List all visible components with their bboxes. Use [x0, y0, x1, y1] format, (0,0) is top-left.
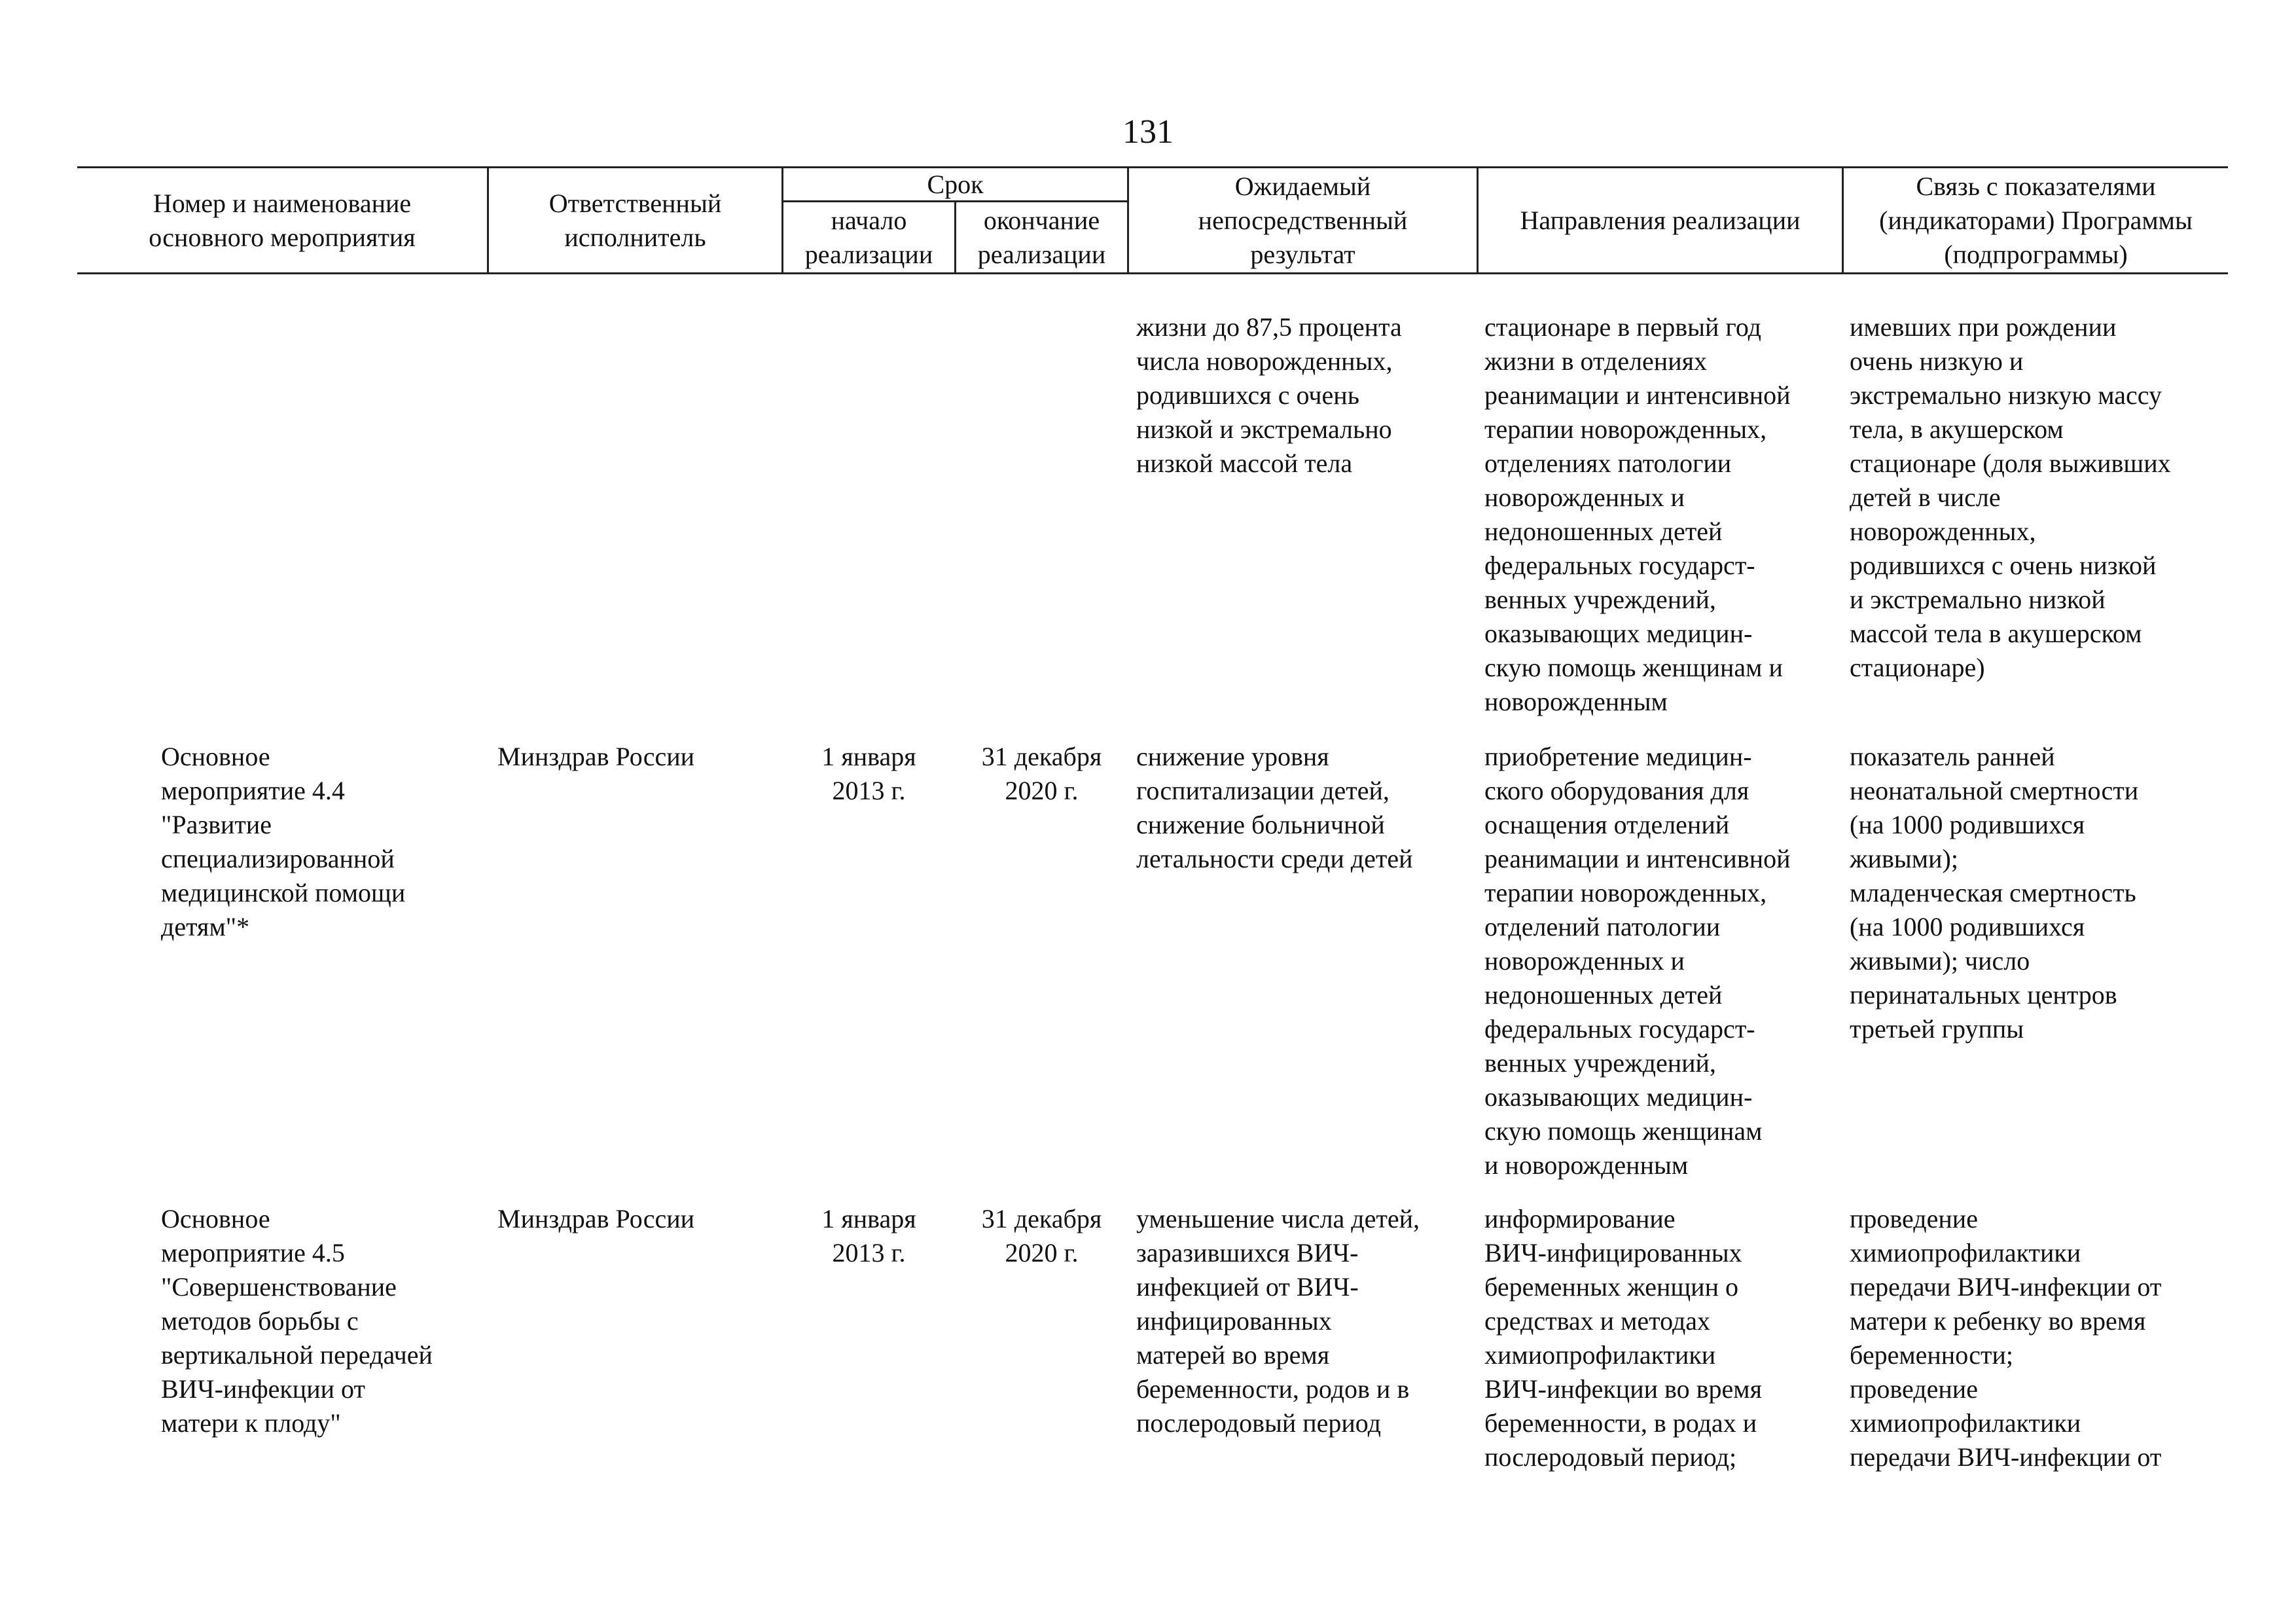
row-1-result: жизни до 87,5 процента числа новорожденных, родившихся с очень низкой и экстремально низкой массой тела: [1136, 312, 1402, 478]
header-srok: Срок: [927, 169, 984, 199]
header-expected-result: Ожидаемый непосредственный результат: [1198, 171, 1408, 269]
row-2-result: снижение уровня госпитализации детей, снижение больничной летальности среди детей: [1136, 742, 1413, 873]
header-directions: Направления реализации: [1520, 205, 1801, 235]
row-1-indicators: имевших при рождении очень низкую и экстремально низкую массу тела, в акушерском стационаре (доля выживших детей в числе новорожденных, родившихся с очень низкой и экстремально низкой массой тела в акушерском стационаре): [1850, 312, 2171, 682]
header-main-activity: Номер и наименование основного мероприятия: [149, 188, 416, 252]
row-2-activity-name: Основное мероприятие 4.4 "Развитие специализированной медицинской помощи детям"*: [161, 742, 406, 941]
row-3-indicators: проведение химиопрофилактики передачи ВИЧ-инфекции от матери к ребенку во время беременности; проведение химиопрофилактики передачи ВИЧ-инфекции от: [1850, 1204, 2162, 1472]
header-start: начало реализации: [804, 205, 933, 269]
row-3-directions: информирование ВИЧ-инфицированных беременных женщин о средствах и методах химиопрофилактики ВИЧ-инфекции во время беременности, в родах и послеродовый период;: [1484, 1204, 1762, 1472]
row-3-end: 31 декабря 2020 г.: [981, 1204, 1102, 1267]
row-1-directions: стационаре в первый год жизни в отделениях реанимации и интенсивной терапии новорожденных, отделениях патологии новорожденных и недоношенных детей федеральных государст- венных учреждений, оказывающих медицин- скую помощь женщинам и новорожденным: [1484, 312, 1791, 716]
header-executor: Ответственный исполнитель: [548, 188, 722, 252]
page-number: 131: [1122, 113, 1174, 151]
row-3-result: уменьшение числа детей, заразившихся ВИЧ- инфекцией от ВИЧ- инфицированных матерей во время беременности, родов и в послеродовый период: [1136, 1204, 1420, 1438]
row-2-directions: приобретение медицин- ского оборудования для оснащения отделений реанимации и интенсивной терапии новорожденных, отделений патологии новорожденных и недоношенных детей федеральных государст- венных учреждений, оказывающих медицин- скую помощь женщинам и новорожденным: [1484, 742, 1791, 1180]
row-2-start: 1 января 2013 г.: [821, 742, 916, 805]
header-bottom-border: [77, 272, 2228, 274]
row-3-executor: Минздрав России: [497, 1204, 695, 1233]
row-2-end: 31 декабря 2020 г.: [981, 742, 1102, 805]
header-end: окончание реализации: [977, 205, 1106, 269]
row-3-start: 1 января 2013 г.: [821, 1204, 916, 1267]
row-3-activity-name: Основное мероприятие 4.5 "Совершенствование методов борьбы с вертикальной передачей ВИЧ-инфекции от матери к плоду": [161, 1204, 433, 1438]
row-2-indicators: показатель ранней неонатальной смертности (на 1000 родившихся живыми); младенческая смертность (на 1000 родившихся живыми); число перинатальных центров третьей группы: [1850, 742, 2139, 1044]
row-2-executor: Минздрав России: [497, 742, 695, 771]
header-indicators: Связь с показателями (индикаторами) Программы (подпрограммы): [1879, 171, 2193, 269]
